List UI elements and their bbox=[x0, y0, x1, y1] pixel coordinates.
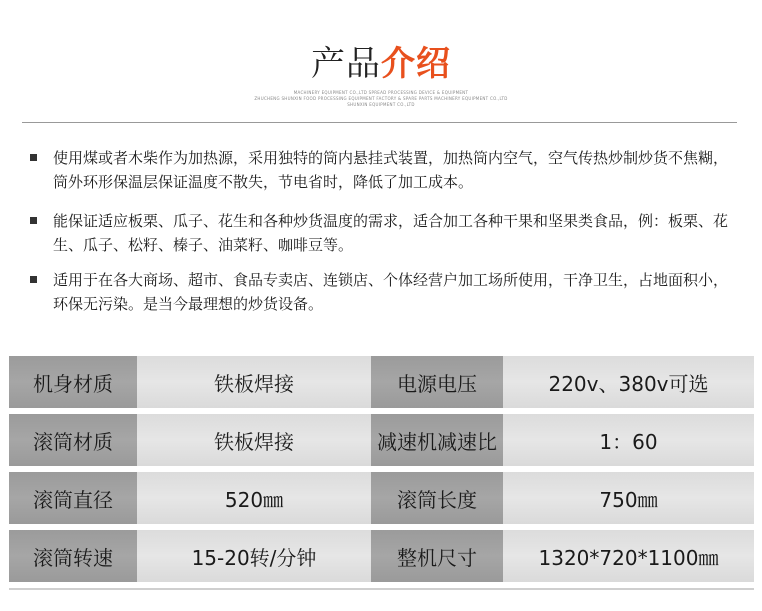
spec-label: 滚筒长度 bbox=[371, 472, 503, 524]
feature-item bbox=[30, 146, 740, 194]
spec-label: 机身材质 bbox=[9, 356, 137, 408]
spec-table bbox=[9, 356, 754, 588]
spec-value: 15-20转/分钟 bbox=[137, 530, 371, 582]
feature-text: 能保证适应板栗、瓜子、花生和各种炒货温度的需求，适合加工各种干果和坚果类食品，例：板栗、花生、瓜子、松籽、榛子、油菜籽、咖啡豆等。 bbox=[53, 212, 729, 254]
spec-row bbox=[9, 472, 754, 524]
bullet-square-icon bbox=[30, 154, 37, 161]
spec-row bbox=[9, 414, 754, 466]
subtitle-line-3: SHUNXIN EQUIPMENT CO.,LTD bbox=[347, 102, 415, 107]
spec-row bbox=[9, 530, 754, 582]
spec-label: 滚筒转速 bbox=[9, 530, 137, 582]
subtitle-line-2: ZHUCHENG SHUNXIN FOOD PROCESSING EQUIPMENT FACTORY & SPARE PARTS MACHINERY EQUIPMENT CO.,LTD bbox=[254, 96, 508, 101]
spec-label: 减速机减速比 bbox=[371, 414, 503, 466]
spec-row bbox=[9, 356, 754, 408]
page-header bbox=[0, 0, 762, 110]
feature-text: 使用煤或者木柴作为加热源，采用独特的筒内悬挂式装置，加热筒内空气，空气传热炒制炒货不焦糊，筒外环形保温层保证温度不散失，节电省时，降低了加工成本。 bbox=[53, 149, 729, 191]
spec-value: 750㎜ bbox=[503, 472, 754, 524]
feature-text: 适用于在各大商场、超市、食品专卖店、连锁店、个体经营户加工场所使用，干净卫生，占地面积小，环保无污染。是当今最理想的炒货设备。 bbox=[53, 271, 729, 313]
subtitle-line-1: MACHINERY EQUIPMENT CO.,LTD SPREAD PROCESSING DEVICE & EQUIPMENT bbox=[293, 90, 469, 95]
title-part-2: 介绍 bbox=[381, 44, 451, 84]
title-part-1: 产品 bbox=[311, 44, 381, 84]
bullet-square-icon bbox=[30, 217, 37, 224]
spec-value: 520㎜ bbox=[137, 472, 371, 524]
spec-value: 220v、380v可选 bbox=[503, 356, 754, 408]
page-title bbox=[0, 44, 762, 84]
spec-label: 整机尺寸 bbox=[371, 530, 503, 582]
divider bbox=[22, 122, 737, 123]
feature-item bbox=[30, 268, 740, 316]
table-bottom-border bbox=[9, 588, 754, 590]
spec-label: 滚筒材质 bbox=[9, 414, 137, 466]
spec-label: 滚筒直径 bbox=[9, 472, 137, 524]
bullet-square-icon bbox=[30, 276, 37, 283]
spec-value: 铁板焊接 bbox=[137, 414, 371, 466]
spec-label: 电源电压 bbox=[371, 356, 503, 408]
spec-value: 铁板焊接 bbox=[137, 356, 371, 408]
feature-item bbox=[30, 209, 740, 257]
spec-value: 1：60 bbox=[503, 414, 754, 466]
spec-value: 1320*720*1100㎜ bbox=[503, 530, 754, 582]
